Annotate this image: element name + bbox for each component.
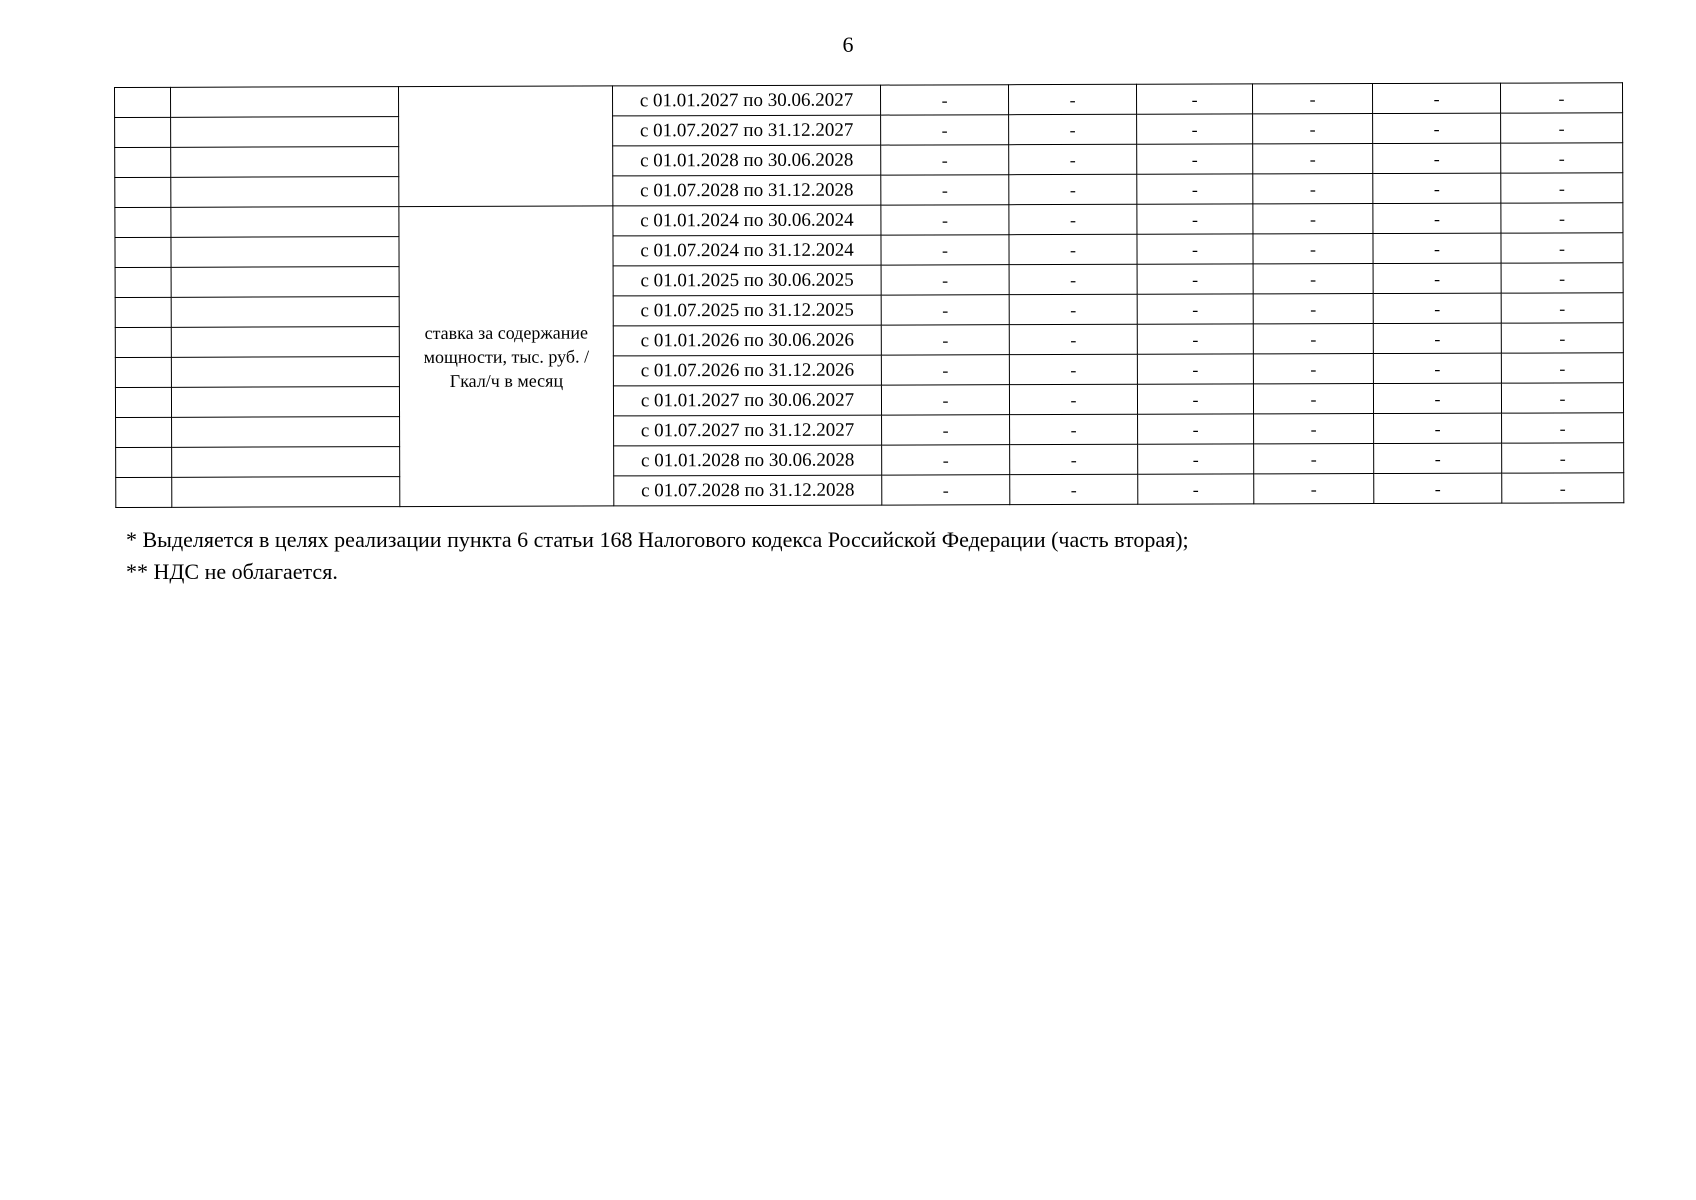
value-cell: - [1373, 323, 1501, 353]
table-row [115, 143, 1623, 178]
name-cell [172, 447, 400, 478]
footnote-vat-exempt: ** НДС не облагается. [126, 559, 338, 584]
value-cell: - [1137, 144, 1253, 174]
name-cell [171, 117, 399, 148]
value-cell: - [1373, 383, 1501, 413]
table-row [115, 173, 1623, 208]
row-number-cell [115, 237, 171, 267]
value-cell: - [1373, 143, 1501, 173]
value-cell: - [1253, 264, 1373, 294]
row-number-cell [115, 87, 171, 117]
value-cell: - [1373, 203, 1501, 233]
value-cell: - [1137, 204, 1253, 234]
value-cell: - [1009, 354, 1137, 384]
value-cell: - [1501, 233, 1623, 263]
value-cell: - [1137, 324, 1253, 354]
name-cell [172, 477, 400, 508]
table-row [115, 353, 1623, 388]
value-cell: - [881, 175, 1009, 205]
value-cell: - [1253, 354, 1373, 384]
value-cell: - [1372, 83, 1500, 113]
value-cell: - [1373, 113, 1501, 143]
value-cell: - [1137, 264, 1253, 294]
period-cell: с 01.01.2027 по 30.06.2027 [613, 385, 881, 416]
indicator-cell [399, 86, 613, 207]
tariff-table-body [115, 83, 1624, 508]
row-number-cell [116, 417, 172, 447]
table-row [116, 473, 1624, 508]
period-cell: с 01.01.2026 по 30.06.2026 [613, 325, 881, 356]
value-cell: - [1253, 114, 1373, 144]
period-cell: с 01.07.2028 по 31.12.2028 [614, 475, 882, 506]
row-number-cell [115, 327, 171, 357]
table-row [115, 323, 1623, 358]
value-cell: - [1010, 414, 1138, 444]
value-cell: - [1373, 353, 1501, 383]
value-cell: - [1501, 383, 1623, 413]
value-cell: - [1009, 324, 1137, 354]
footnotes [126, 524, 1189, 588]
table-row [115, 293, 1623, 328]
value-cell: - [881, 205, 1009, 235]
value-cell: - [882, 475, 1010, 505]
value-cell: - [1254, 444, 1374, 474]
value-cell: - [1501, 143, 1623, 173]
name-cell [171, 177, 399, 208]
value-cell: - [1374, 473, 1502, 503]
value-cell: - [1501, 293, 1623, 323]
name-cell [171, 387, 399, 418]
row-number-cell [115, 207, 171, 237]
name-cell [171, 87, 399, 118]
value-cell: - [1138, 414, 1254, 444]
tariff-table [114, 82, 1624, 508]
table-row [115, 233, 1623, 268]
value-cell: - [1137, 114, 1253, 144]
row-number-cell [115, 147, 171, 177]
value-cell: - [1373, 233, 1501, 263]
value-cell: - [1009, 204, 1137, 234]
value-cell: - [881, 145, 1009, 175]
value-cell: - [1373, 173, 1501, 203]
row-number-cell [115, 117, 171, 147]
value-cell: - [1374, 413, 1502, 443]
value-cell: - [1136, 84, 1252, 114]
name-cell [171, 327, 399, 358]
table-row [115, 113, 1623, 148]
value-cell: - [1009, 384, 1137, 414]
value-cell: - [1502, 413, 1624, 443]
name-cell [171, 207, 399, 238]
period-cell: с 01.07.2028 по 31.12.2028 [613, 175, 881, 206]
table-row [116, 443, 1624, 478]
period-cell: с 01.01.2028 по 30.06.2028 [614, 445, 882, 476]
value-cell: - [1137, 174, 1253, 204]
row-number-cell [115, 267, 171, 297]
footnote-vat-allocation: * Выделяется в целях реализации пункта 6 статьи 168 Налогового кодекса Российской Федерации (часть вторая); [126, 527, 1189, 552]
period-cell: с 01.07.2025 по 31.12.2025 [613, 295, 881, 326]
value-cell: - [1254, 474, 1374, 504]
period-cell: с 01.07.2026 по 31.12.2026 [613, 355, 881, 386]
value-cell: - [1373, 263, 1501, 293]
value-cell: - [1253, 174, 1373, 204]
period-cell: с 01.01.2027 по 30.06.2027 [612, 85, 880, 116]
value-cell: - [1253, 144, 1373, 174]
value-cell: - [1009, 264, 1137, 294]
value-cell: - [1137, 384, 1253, 414]
name-cell [171, 237, 399, 268]
name-cell [172, 417, 400, 448]
value-cell: - [1373, 293, 1501, 323]
value-cell: - [881, 385, 1009, 415]
value-cell: - [1501, 203, 1623, 233]
value-cell: - [1501, 353, 1623, 383]
value-cell: - [1500, 83, 1622, 113]
name-cell [171, 357, 399, 388]
value-cell: - [1501, 173, 1623, 203]
value-cell: - [1253, 294, 1373, 324]
period-cell: с 01.01.2028 по 30.06.2028 [613, 145, 881, 176]
value-cell: - [1253, 324, 1373, 354]
table-row [115, 203, 1623, 238]
value-cell: - [1137, 234, 1253, 264]
value-cell: - [881, 355, 1009, 385]
value-cell: - [1253, 234, 1373, 264]
value-cell: - [1137, 354, 1253, 384]
value-cell: - [881, 265, 1009, 295]
value-cell: - [1009, 114, 1137, 144]
table-row [116, 413, 1624, 448]
value-cell: - [1010, 444, 1138, 474]
row-number-cell [116, 447, 172, 477]
period-cell: с 01.07.2024 по 31.12.2024 [613, 235, 881, 266]
table-row [115, 383, 1623, 418]
page-number: 6 [842, 32, 854, 57]
table-row [115, 83, 1623, 118]
value-cell: - [1252, 84, 1372, 114]
row-number-cell [115, 387, 171, 417]
indicator-cell: ставка за содержание мощности, тыс. руб. /Гкал/ч в месяц [399, 206, 614, 507]
value-cell: - [1502, 443, 1624, 473]
period-cell: с 01.07.2027 по 31.12.2027 [613, 115, 881, 146]
value-cell: - [1501, 113, 1623, 143]
row-number-cell [115, 357, 171, 387]
value-cell: - [1138, 444, 1254, 474]
value-cell: - [882, 415, 1010, 445]
row-number-cell [115, 297, 171, 327]
value-cell: - [881, 325, 1009, 355]
value-cell: - [1501, 323, 1623, 353]
table-row [115, 263, 1623, 298]
row-number-cell [116, 477, 172, 507]
value-cell: - [1137, 294, 1253, 324]
value-cell: - [1501, 263, 1623, 293]
value-cell: - [881, 235, 1009, 265]
period-cell: с 01.07.2027 по 31.12.2027 [614, 415, 882, 446]
value-cell: - [1253, 204, 1373, 234]
period-cell: с 01.01.2024 по 30.06.2024 [613, 205, 881, 236]
value-cell: - [881, 115, 1009, 145]
value-cell: - [1009, 234, 1137, 264]
name-cell [171, 147, 399, 178]
value-cell: - [1138, 474, 1254, 504]
row-number-cell [115, 177, 171, 207]
value-cell: - [882, 445, 1010, 475]
value-cell: - [1008, 84, 1136, 114]
value-cell: - [1009, 294, 1137, 324]
value-cell: - [1374, 443, 1502, 473]
name-cell [171, 267, 399, 298]
value-cell: - [1009, 144, 1137, 174]
value-cell: - [1009, 174, 1137, 204]
value-cell: - [1502, 473, 1624, 503]
value-cell: - [1254, 414, 1374, 444]
value-cell: - [1010, 474, 1138, 504]
value-cell: - [1253, 384, 1373, 414]
period-cell: с 01.01.2025 по 30.06.2025 [613, 265, 881, 296]
value-cell: - [881, 295, 1009, 325]
value-cell: - [880, 85, 1008, 115]
name-cell [171, 297, 399, 328]
